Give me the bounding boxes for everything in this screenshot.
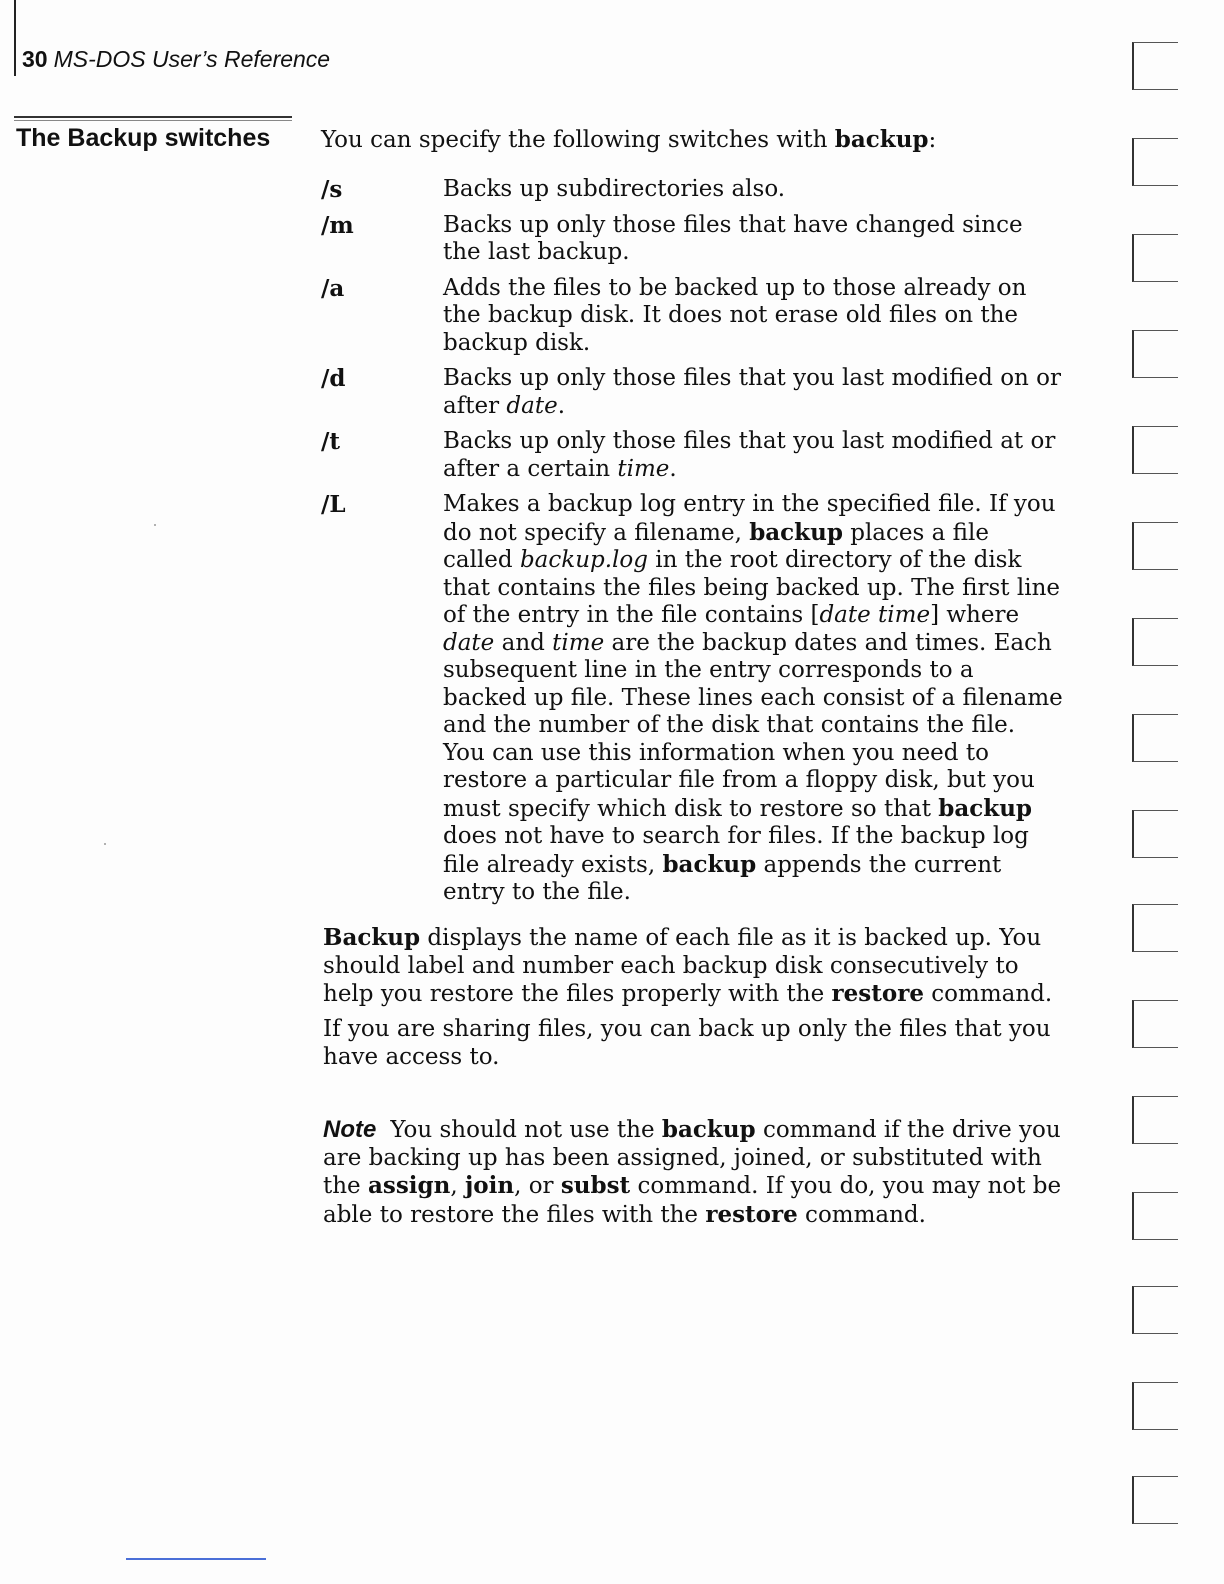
binder-tab: [1132, 904, 1178, 952]
switch-description: Backs up only those files that have changed since the last backup.: [443, 211, 1023, 265]
backup-description-paragraph: Backup displays the name of each file as it is backed up. You should label and number each backup disk consecutively to help you restore the files properly with the restore command.: [323, 924, 1053, 1007]
switch-row: [321, 176, 1081, 204]
binder-tab: [1132, 42, 1178, 90]
binder-tab: [1132, 330, 1178, 378]
switch-key: /t: [321, 428, 341, 455]
scan-speck: [104, 843, 106, 845]
note-label: Note: [323, 1116, 377, 1143]
footer-mark: [126, 1558, 266, 1560]
switch-key: /a: [321, 274, 345, 302]
binder-tab: [1132, 1096, 1178, 1144]
scan-speck: [154, 524, 156, 526]
switch-description: Backs up only those files that you last modified at or after a certain time.: [443, 428, 1056, 482]
section-rule: [14, 116, 292, 118]
switch-description: Backs up only those files that you last modified on or after date.: [443, 365, 1062, 419]
switch-row: [321, 212, 1081, 267]
binder-tab: [1132, 618, 1178, 666]
switch-description: Makes a backup log entry in the specified file. If you do not specify a filename, backup places a file called backup.log in the root directory of the disk that contains the files being backed up. The first line of the entry in the file contains [date time] where date and time are the backup dates and times. Each subsequent line in the entry corresponds to a backed up file. These lines each consist of a filename and the number of the disk that contains the file. You can use this information when you need to restore a particular file from a floppy disk, but you must specify which disk to restore so that backup does not have to search for files. If the backup log file already exists, backup appends the current entry to the file.: [443, 491, 1063, 905]
switch-row: [321, 428, 1081, 483]
switch-row: [321, 491, 1081, 907]
binder-tab: [1132, 426, 1178, 474]
binder-tab: [1132, 522, 1178, 570]
section-title: The Backup switches: [16, 124, 271, 152]
switch-key: /L: [321, 491, 346, 518]
binder-tab: [1132, 810, 1178, 858]
binder-tab: [1132, 234, 1178, 282]
switch-row: [321, 275, 1081, 358]
binder-tab: [1132, 1476, 1178, 1524]
binder-tab-strip: [1132, 40, 1182, 1540]
section-rule-thin: [14, 120, 292, 121]
command-backup: backup: [834, 126, 929, 153]
binder-tab: [1132, 714, 1178, 762]
binder-tab: [1132, 1192, 1178, 1240]
switch-key: /d: [321, 365, 346, 392]
intro-text: You can specify the following switches with backup:: [321, 126, 937, 153]
note-paragraph: Note You should not use the backup command if the drive you are backing up has been assigned, joined, or substituted with the assign, join, or subst command. If you do, you may not be able to restore the files with the restore command.: [323, 1116, 1062, 1228]
switch-key: /s: [321, 176, 343, 203]
switch-list: [321, 176, 1081, 915]
switch-row: [321, 365, 1081, 420]
binder-tab: [1132, 1000, 1178, 1048]
binder-tab: [1132, 138, 1178, 186]
binder-tab: [1132, 1382, 1178, 1430]
book-title: MS-DOS User’s Reference: [53, 46, 331, 72]
switch-description: Adds the files to be backed up to those already on the backup disk. It does not erase old files on the backup disk.: [443, 274, 1027, 356]
switch-key: /m: [321, 211, 354, 239]
page-header: [22, 46, 330, 73]
binder-tab: [1132, 1286, 1178, 1334]
page-number: 30: [22, 46, 48, 72]
margin-line: [14, 0, 16, 76]
switch-description: Backs up subdirectories also.: [443, 176, 786, 202]
sharing-paragraph: If you are sharing files, you can back up only the files that you have access to.: [323, 1016, 1051, 1070]
